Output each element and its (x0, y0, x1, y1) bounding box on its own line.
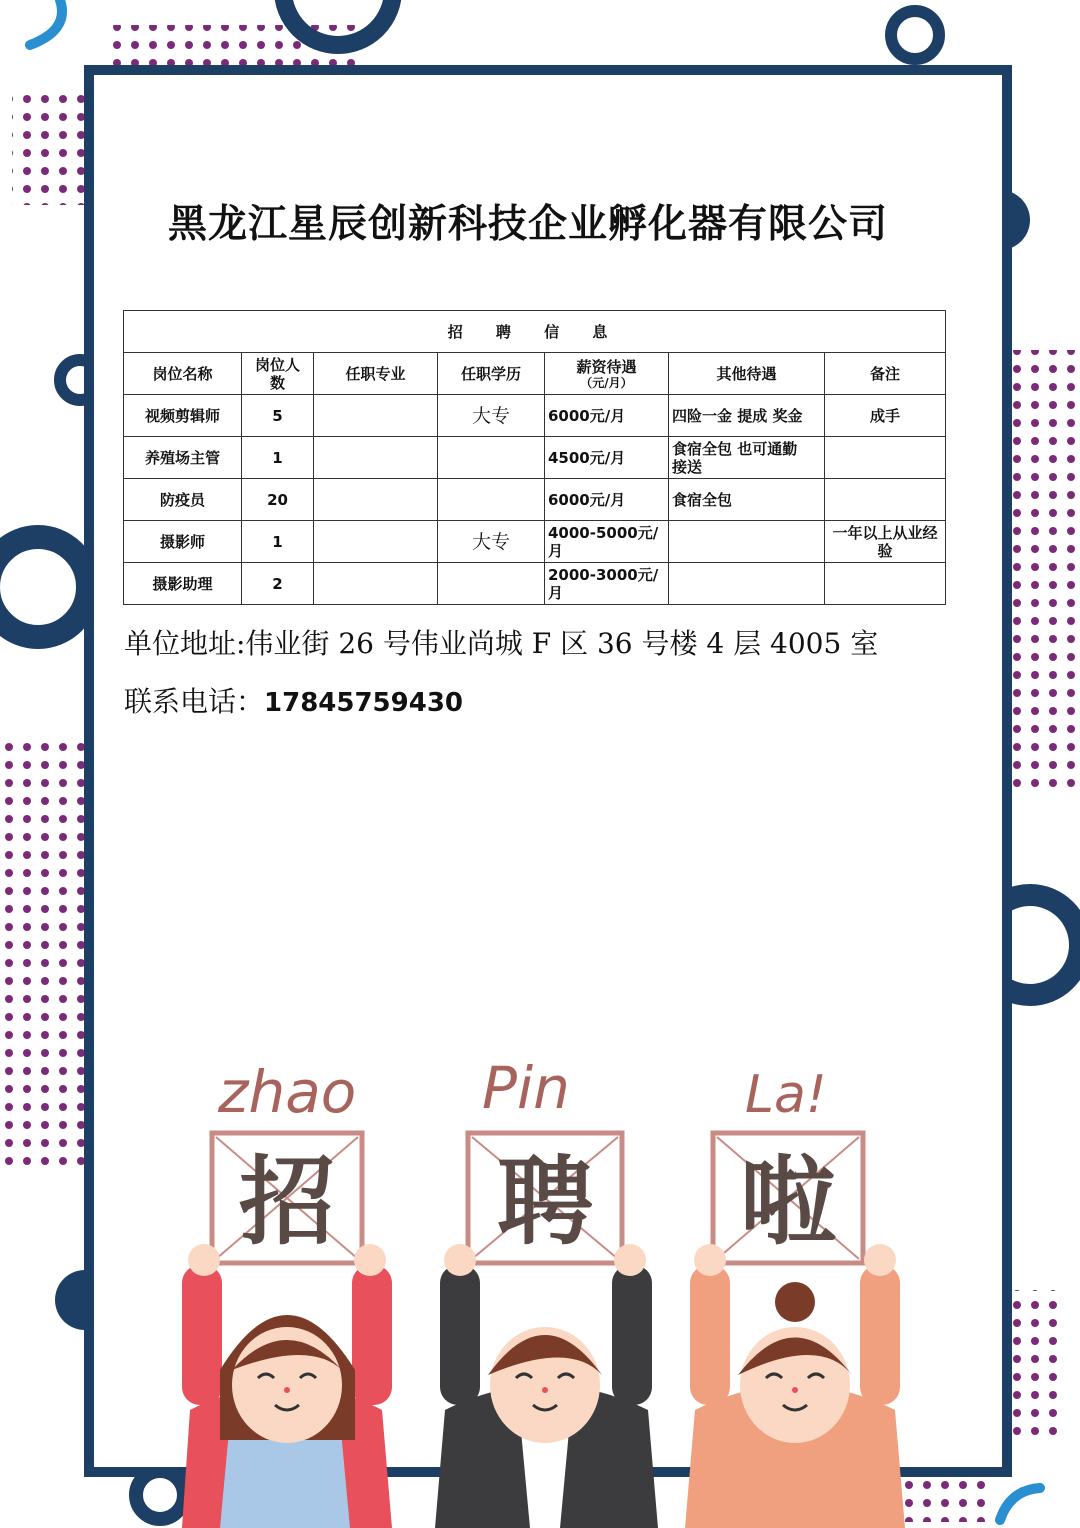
phone-label: 联系电话： (124, 685, 265, 718)
header-salary: 薪资待遇 （元/月） (545, 353, 669, 395)
header-salary-unit: （元/月） (580, 375, 633, 390)
cell-notes (825, 437, 946, 479)
table-row (124, 395, 946, 437)
arc-decoration (1000, 1488, 1040, 1520)
recruiting-illustration (170, 1040, 910, 1528)
cell-salary: 6000元/月 (545, 479, 669, 521)
sign-board (468, 1133, 622, 1263)
dot-pattern (1002, 350, 1080, 790)
sign-text: 聘 (497, 1146, 593, 1258)
arc-decoration (30, 0, 62, 45)
cell-position: 防疫员 (124, 479, 242, 521)
cell-count: 20 (242, 479, 314, 521)
dot-pattern (0, 740, 84, 1170)
cell-count: 1 (242, 521, 314, 563)
cell-salary: 2000-3000元/月 (545, 563, 669, 605)
cell-benefits: 四险一金 提成 奖金 (669, 395, 825, 437)
cell-education (438, 479, 545, 521)
cell-notes: 一年以上从业经验 (825, 521, 946, 563)
cell-benefits (669, 563, 825, 605)
header-count: 岗位人数 (242, 353, 314, 395)
recruitment-table (123, 310, 946, 605)
table-row (124, 521, 946, 563)
ring-decoration (891, 11, 939, 59)
ring-decoration (283, 0, 393, 45)
table-row (124, 563, 946, 605)
cell-position: 养殖场主管 (124, 437, 242, 479)
phone-line (124, 680, 463, 720)
person-figure (182, 1244, 392, 1528)
sign-board (713, 1133, 863, 1263)
cell-position: 摄影助理 (124, 563, 242, 605)
cell-notes (825, 563, 946, 605)
cell-salary: 4000-5000元/月 (545, 521, 669, 563)
cell-count: 2 (242, 563, 314, 605)
person-figure (435, 1244, 658, 1528)
cell-position: 视频剪辑师 (124, 395, 242, 437)
cell-salary: 4500元/月 (545, 437, 669, 479)
cell-salary: 6000元/月 (545, 395, 669, 437)
address-line: 单位地址:伟业街 26 号伟业尚城 F 区 36 号楼 4 层 4005 室 (124, 627, 879, 660)
phone-number: 17845759430 (264, 688, 464, 718)
cell-benefits: 食宿全包 也可通勤接送 (669, 437, 825, 479)
cell-education (438, 563, 545, 605)
cell-benefits (669, 521, 825, 563)
cell-count: 1 (242, 437, 314, 479)
cell-major (314, 395, 438, 437)
cell-education: 大专 (438, 395, 545, 437)
cell-position: 摄影师 (124, 521, 242, 563)
cell-notes (825, 479, 946, 521)
cell-benefits: 食宿全包 (669, 479, 825, 521)
pinyin-label: Pin (482, 1054, 570, 1122)
cell-education (438, 437, 545, 479)
table-header-row (124, 353, 946, 395)
header-notes: 备注 (825, 353, 946, 395)
sign-text: 啦 (740, 1146, 836, 1258)
header-major: 任职专业 (314, 353, 438, 395)
cell-count: 5 (242, 395, 314, 437)
pinyin-label: La! (745, 1065, 827, 1125)
cell-major (314, 437, 438, 479)
person-figure (685, 1244, 905, 1528)
sign-text: 招 (239, 1146, 335, 1258)
cell-major (314, 479, 438, 521)
cell-education: 大专 (438, 521, 545, 563)
sign-board (212, 1133, 362, 1263)
header-education: 任职学历 (438, 353, 545, 395)
cell-major (314, 563, 438, 605)
table-row (124, 437, 946, 479)
header-position: 岗位名称 (124, 353, 242, 395)
header-benefits: 其他待遇 (669, 353, 825, 395)
ring-decoration (0, 537, 88, 637)
table-row (124, 479, 946, 521)
cell-major (314, 521, 438, 563)
company-name: 黑龙江星辰创新科技企业孵化器有限公司 (168, 201, 889, 247)
table-title: 招 聘 信 息 (124, 311, 946, 353)
pinyin-label: zhao (218, 1058, 357, 1126)
cell-notes: 成手 (825, 395, 946, 437)
dot-pattern (12, 95, 84, 205)
